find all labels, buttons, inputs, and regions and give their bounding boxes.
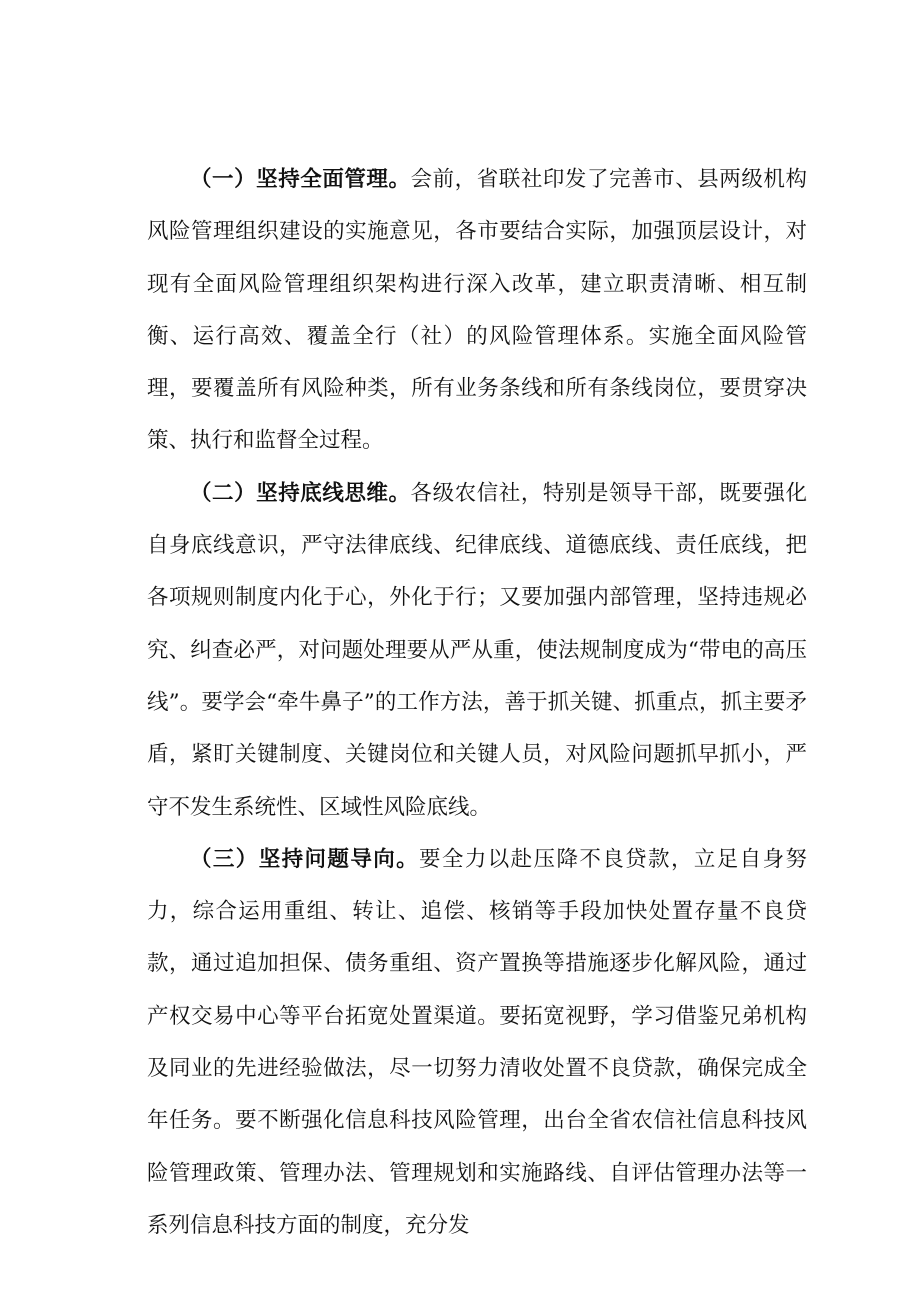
paragraph-heading: （一）坚持全面管理。 bbox=[190, 167, 411, 192]
paragraph-problem-orientation bbox=[147, 834, 807, 1252]
paragraph-text: 会前，省联社印发了完善市、县两级机构风险管理组织建设的实施意见，各市要结合实际，加强顶层设计，对现有全面风险管理组织架构进行深入改革，建立职责清晰、相互制衡、运行高效、覆盖全行（社）的风险管理体系。实施全面风险管理，要覆盖所有风险种类，所有业务条线和所有条线岗位，要贯穿决策、执行和监督全过程。 bbox=[147, 167, 807, 454]
paragraph-heading: （三）坚持问题导向。 bbox=[190, 846, 420, 872]
paragraph-comprehensive-management bbox=[147, 154, 807, 468]
document-body bbox=[147, 154, 807, 1252]
paragraph-text: 各级农信社，特别是领导干部，既要强化自身底线意识，严守法律底线、纪律底线、道德底线、责任底线，把各项规则制度内化于心，外化于行；又要加强内部管理，坚持违规必究、纠查必严，对问题处理要从严从重，使法规制度成为“带电的高压线”。要学会“牵牛鼻子”的工作方法，善于抓关键、抓重点，抓主要矛盾，紧盯关键制度、关键岗位和关键人员，对风险问题抓早抓小，严守不发生系统性、区域性风险底线。 bbox=[147, 480, 807, 820]
paragraph-text: 要全力以赴压降不良贷款，立足自身努力，综合运用重组、转让、追偿、核销等手段加快处置存量不良贷款，通过追加担保、债务重组、资产置换等措施逐步化解风险，通过产权交易中心等平台拓宽处置渠道。要拓宽视野，学习借鉴兄弟机构及同业的先进经验做法，尽一切努力清收处置不良贷款，确保完成全年任务。要不断强化信息科技风险管理，出台全省农信社信息科技风险管理政策、管理办法、管理规划和实施路线、自评估管理办法等一系列信息科技方面的制度，充分发 bbox=[147, 846, 807, 1238]
paragraph-bottom-line-thinking bbox=[147, 468, 807, 834]
paragraph-heading: （二）坚持底线思维。 bbox=[190, 480, 411, 506]
